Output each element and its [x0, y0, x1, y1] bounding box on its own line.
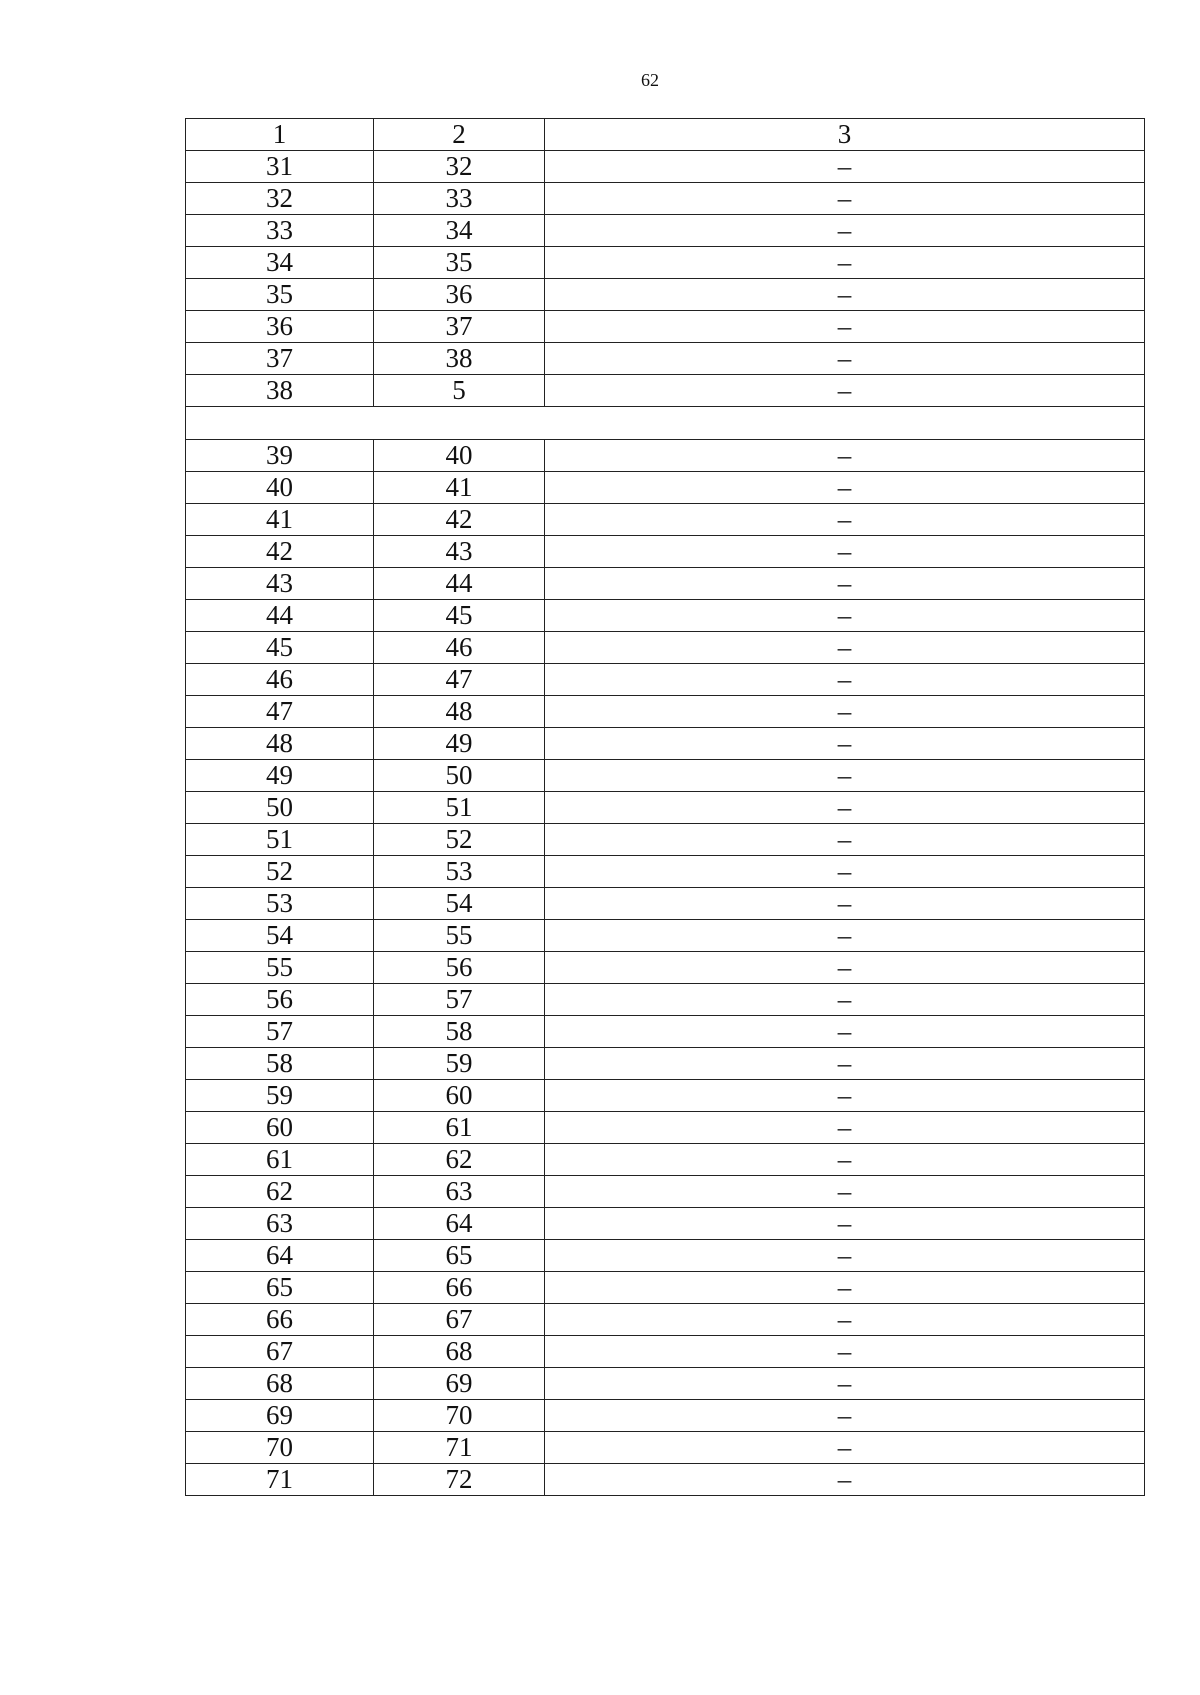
cell-col-2: 50 [374, 760, 545, 792]
cell-col-2: 58 [374, 1016, 545, 1048]
cell-col-2: 48 [374, 696, 545, 728]
cell-col-3: – [545, 472, 1145, 504]
table-row [186, 1336, 1145, 1368]
table-row [186, 1240, 1145, 1272]
cell-col-2: 68 [374, 1336, 545, 1368]
cell-col-3: – [545, 1464, 1145, 1496]
cell-col-1: 66 [186, 1304, 374, 1336]
cell-col-3: – [545, 247, 1145, 279]
table-row [186, 760, 1145, 792]
cell-col-3: – [545, 1016, 1145, 1048]
cell-col-3: – [545, 1112, 1145, 1144]
cell-col-1: 49 [186, 760, 374, 792]
cell-col-1: 32 [186, 183, 374, 215]
table-row [186, 1272, 1145, 1304]
table-row [186, 600, 1145, 632]
cell-col-3: – [545, 1272, 1145, 1304]
cell-col-1: 50 [186, 792, 374, 824]
table-row [186, 1368, 1145, 1400]
table-row [186, 1400, 1145, 1432]
cell-col-3: – [545, 632, 1145, 664]
cell-col-1: 71 [186, 1464, 374, 1496]
cell-col-1: 42 [186, 536, 374, 568]
cell-col-2: 71 [374, 1432, 545, 1464]
cell-col-2: 49 [374, 728, 545, 760]
table-row [186, 984, 1145, 1016]
cell-col-2: 65 [374, 1240, 545, 1272]
cell-col-1: 64 [186, 1240, 374, 1272]
cell-col-1: 59 [186, 1080, 374, 1112]
cell-col-2: 47 [374, 664, 545, 696]
cell-col-2: 67 [374, 1304, 545, 1336]
cell-col-2: 55 [374, 920, 545, 952]
cell-col-3: – [545, 343, 1145, 375]
table-row [186, 856, 1145, 888]
cell-col-1: 63 [186, 1208, 374, 1240]
cell-col-1: 54 [186, 920, 374, 952]
cell-col-1: 39 [186, 440, 374, 472]
cell-col-1: 44 [186, 600, 374, 632]
cell-col-1: 56 [186, 984, 374, 1016]
cell-col-3: – [545, 1432, 1145, 1464]
cell-col-3: – [545, 504, 1145, 536]
cell-col-2: 34 [374, 215, 545, 247]
cell-col-3: – [545, 568, 1145, 600]
cell-col-3: – [545, 824, 1145, 856]
table-row [186, 1112, 1145, 1144]
cell-col-3: – [545, 1368, 1145, 1400]
table-row [186, 440, 1145, 472]
table-row [186, 343, 1145, 375]
cell-col-3: – [545, 792, 1145, 824]
cell-col-2: 63 [374, 1176, 545, 1208]
table-row [186, 151, 1145, 183]
table-row [186, 279, 1145, 311]
cell-col-3: – [545, 440, 1145, 472]
cell-col-2: 41 [374, 472, 545, 504]
cell-col-1: 58 [186, 1048, 374, 1080]
table-row [186, 696, 1145, 728]
cell-col-2: 59 [374, 1048, 545, 1080]
cell-col-2: 69 [374, 1368, 545, 1400]
cell-col-1: 31 [186, 151, 374, 183]
table-row [186, 1464, 1145, 1496]
cell-col-3: – [545, 1176, 1145, 1208]
cell-col-2: 33 [374, 183, 545, 215]
cell-col-3: – [545, 1336, 1145, 1368]
cell-col-2: 43 [374, 536, 545, 568]
cell-col-3: – [545, 1144, 1145, 1176]
cell-col-2: 62 [374, 1144, 545, 1176]
cell-col-1: 60 [186, 1112, 374, 1144]
cell-col-3: – [545, 183, 1145, 215]
cell-col-3: – [545, 1048, 1145, 1080]
cell-col-3: – [545, 888, 1145, 920]
table-header-row [186, 119, 1145, 151]
table-row [186, 215, 1145, 247]
table-row [186, 824, 1145, 856]
cell-col-1: 33 [186, 215, 374, 247]
cell-col-3: – [545, 375, 1145, 407]
cell-col-3: – [545, 1080, 1145, 1112]
table-row [186, 1016, 1145, 1048]
table-row [186, 952, 1145, 984]
table-row [186, 664, 1145, 696]
cell-col-1: 51 [186, 824, 374, 856]
cell-col-1: 36 [186, 311, 374, 343]
cell-col-3: – [545, 984, 1145, 1016]
cell-col-2: 44 [374, 568, 545, 600]
separator-cell [186, 407, 1145, 440]
cell-col-3: – [545, 1304, 1145, 1336]
table-row [186, 1176, 1145, 1208]
cell-col-2: 53 [374, 856, 545, 888]
cell-col-3: – [545, 952, 1145, 984]
cell-col-2: 61 [374, 1112, 545, 1144]
cell-col-1: 62 [186, 1176, 374, 1208]
cell-col-3: – [545, 760, 1145, 792]
cell-col-2: 56 [374, 952, 545, 984]
cell-col-2: 45 [374, 600, 545, 632]
table-row [186, 1048, 1145, 1080]
table-row [186, 247, 1145, 279]
cell-col-1: 41 [186, 504, 374, 536]
cell-col-3: – [545, 536, 1145, 568]
cell-col-2: 64 [374, 1208, 545, 1240]
cell-col-2: 66 [374, 1272, 545, 1304]
cell-col-2: 37 [374, 311, 545, 343]
cell-col-3: – [545, 215, 1145, 247]
table-row [186, 632, 1145, 664]
table-row [186, 1208, 1145, 1240]
cell-col-3: – [545, 1240, 1145, 1272]
cell-col-1: 35 [186, 279, 374, 311]
separator-row [186, 407, 1145, 440]
cell-col-1: 68 [186, 1368, 374, 1400]
cell-col-1: 48 [186, 728, 374, 760]
cell-col-2: 35 [374, 247, 545, 279]
cell-col-1: 43 [186, 568, 374, 600]
table-row [186, 504, 1145, 536]
table-row [186, 1080, 1145, 1112]
cell-col-2: 46 [374, 632, 545, 664]
cell-col-2: 32 [374, 151, 545, 183]
cell-col-1: 34 [186, 247, 374, 279]
cell-col-3: – [545, 728, 1145, 760]
cell-col-3: – [545, 279, 1145, 311]
table-row [186, 728, 1145, 760]
cell-col-1: 57 [186, 1016, 374, 1048]
cell-col-3: – [545, 696, 1145, 728]
cell-col-2: 57 [374, 984, 545, 1016]
table-row [186, 536, 1145, 568]
table-row [186, 888, 1145, 920]
cell-col-1: 40 [186, 472, 374, 504]
cell-col-1: 70 [186, 1432, 374, 1464]
cell-col-2: 42 [374, 504, 545, 536]
table-row [186, 311, 1145, 343]
table-row [186, 920, 1145, 952]
cell-col-1: 61 [186, 1144, 374, 1176]
cell-col-1: 45 [186, 632, 374, 664]
cell-col-1: 69 [186, 1400, 374, 1432]
cell-col-2: 51 [374, 792, 545, 824]
cell-col-2: 70 [374, 1400, 545, 1432]
cell-col-2: 38 [374, 343, 545, 375]
table-row [186, 183, 1145, 215]
table-row [186, 568, 1145, 600]
data-table [185, 118, 1145, 1496]
column-number-2: 2 [374, 119, 545, 151]
cell-col-2: 52 [374, 824, 545, 856]
cell-col-3: – [545, 151, 1145, 183]
column-number-3: 3 [545, 119, 1145, 151]
cell-col-1: 46 [186, 664, 374, 696]
cell-col-1: 67 [186, 1336, 374, 1368]
page-number: 62 [641, 70, 659, 90]
cell-col-1: 37 [186, 343, 374, 375]
cell-col-3: – [545, 1208, 1145, 1240]
cell-col-2: 54 [374, 888, 545, 920]
cell-col-1: 47 [186, 696, 374, 728]
table-row [186, 472, 1145, 504]
table-row [186, 1144, 1145, 1176]
column-number-1: 1 [186, 119, 374, 151]
table-row [186, 792, 1145, 824]
cell-col-2: 40 [374, 440, 545, 472]
table-row [186, 375, 1145, 407]
cell-col-3: – [545, 856, 1145, 888]
cell-col-1: 52 [186, 856, 374, 888]
cell-col-1: 53 [186, 888, 374, 920]
cell-col-3: – [545, 311, 1145, 343]
cell-col-3: – [545, 1400, 1145, 1432]
cell-col-3: – [545, 920, 1145, 952]
cell-col-2: 36 [374, 279, 545, 311]
cell-col-2: 72 [374, 1464, 545, 1496]
cell-col-1: 55 [186, 952, 374, 984]
cell-col-3: – [545, 664, 1145, 696]
data-table-container [185, 118, 1145, 1496]
cell-col-3: – [545, 600, 1145, 632]
cell-col-2: 5 [374, 375, 545, 407]
table-row [186, 1304, 1145, 1336]
cell-col-2: 60 [374, 1080, 545, 1112]
cell-col-1: 65 [186, 1272, 374, 1304]
cell-col-1: 38 [186, 375, 374, 407]
table-row [186, 1432, 1145, 1464]
table-body [186, 119, 1145, 1496]
